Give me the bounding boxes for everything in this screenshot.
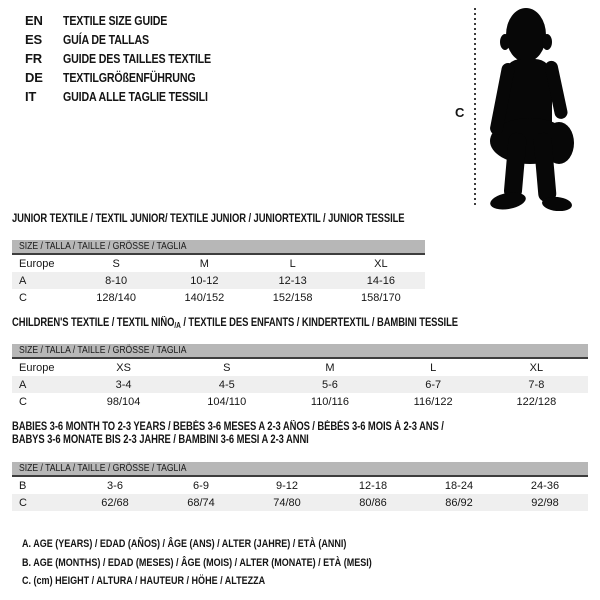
table-cell: XL <box>529 361 544 374</box>
table-cell: XS <box>116 361 131 374</box>
row-label: B <box>19 479 27 492</box>
table-cell: 158/170 <box>360 291 401 304</box>
table-cell: 104/110 <box>207 395 247 408</box>
table-cell: 122/128 <box>516 395 557 408</box>
row-label: C <box>12 494 72 511</box>
table-cell: 140/152 <box>184 291 225 304</box>
note-age-months: B. AGE (MONTHS) / EDAD (MESES) / ÂGE (MOIS) / ALTER (MONATE) / ETÀ (MESI) <box>22 556 372 569</box>
table-title-babies-line1: BABIES 3-6 MONTH TO 2-3 YEARS / BEBÉS 3-6 MESES A 2-3 AÑOS / BÉBÉS 3-6 MOIS À 2-3 ANS / <box>12 421 444 433</box>
lang-row-es <box>25 30 243 49</box>
table-cell: 116/122 <box>413 395 453 408</box>
lang-row-fr <box>25 49 243 68</box>
lang-code: IT <box>25 89 37 104</box>
note-height-cm: C. (cm) HEIGHT / ALTURA / HAUTEUR / HÖHE / ALTEZZA <box>22 575 266 587</box>
table-cell: S <box>223 361 231 374</box>
footnotes <box>22 535 449 591</box>
table-cell: 92/98 <box>502 494 588 511</box>
table-cell: M <box>325 361 335 374</box>
table-cell: S <box>112 257 120 270</box>
row-label: Europe <box>19 257 55 270</box>
table-cell: 6-7 <box>382 376 485 393</box>
height-measure-dotted-line <box>474 8 476 206</box>
size-header-bar: SIZE / TALLA / TAILLE / GRÖSSE / TAGLIA <box>12 462 588 477</box>
babies-size-table <box>12 477 588 511</box>
table-cell: 74/80 <box>244 494 330 511</box>
babies-textile-table <box>12 421 588 511</box>
table-row <box>12 494 588 511</box>
table-cell: 110/116 <box>310 395 350 408</box>
row-label: C <box>19 291 27 304</box>
table-title-babies-line2: BABYS 3-6 MONATE BIS 2-3 JAHRE / BAMBINI 3-6 MESI A 2-3 ANNI <box>12 434 309 446</box>
lang-row-de <box>25 68 243 87</box>
table-title-children: CHILDREN'S TEXTILE / TEXTIL $NIÑO_{/A}$ / TEXTILE DES ENFANTS / KINDERTEXTIL / BAMBINI TESSILE <box>12 317 458 330</box>
lang-row-it <box>25 87 243 106</box>
table-row <box>12 272 425 289</box>
table-cell: 12-18 <box>358 479 388 492</box>
table-row <box>12 289 425 306</box>
table-title-junior: JUNIOR TEXTILE / TEXTIL JUNIOR/ TEXTILE JUNIOR / JUNIORTEXTIL / JUNIOR TESSILE <box>12 213 405 225</box>
table-row <box>12 477 588 494</box>
measure-label-c: C <box>455 105 465 120</box>
table-cell: 24-36 <box>530 479 560 492</box>
table-cell: XL <box>374 257 388 270</box>
lang-row-en <box>25 11 243 30</box>
table-cell: 5-6 <box>278 376 381 393</box>
lang-title: GUÍA DE TALLAS <box>63 32 149 47</box>
row-label: A <box>12 376 72 393</box>
row-label: C <box>19 395 27 408</box>
children-size-table <box>12 359 588 410</box>
toddler-silhouette-icon <box>486 5 582 211</box>
table-cell: L <box>430 361 437 374</box>
lang-code: FR <box>25 51 42 66</box>
table-cell: 10-12 <box>160 272 248 289</box>
table-cell: 128/140 <box>96 291 136 304</box>
table-cell: L <box>289 257 296 270</box>
table-cell: 3-6 <box>107 479 123 492</box>
table-cell: 9-12 <box>275 479 299 492</box>
lang-code: EN <box>25 13 43 28</box>
table-cell: 62/68 <box>72 494 158 511</box>
table-cell: 14-16 <box>337 272 425 289</box>
table-cell: 152/158 <box>272 291 313 304</box>
table-cell: 68/74 <box>158 494 244 511</box>
table-row <box>12 359 588 376</box>
title-subscript: /A <box>174 321 181 330</box>
table-cell: 18-24 <box>444 479 474 492</box>
table-row <box>12 393 588 410</box>
lang-title: TEXTILGRÖßENFÜHRUNG <box>63 70 196 85</box>
table-cell: M <box>199 257 209 270</box>
note-age-years: A. AGE (YEARS) / EDAD (AÑOS) / ÂGE (ANS) / ALTER (JAHRE) / ETÀ (ANNI) <box>22 538 347 550</box>
table-cell: 6-9 <box>193 479 209 492</box>
children-textile-table <box>12 317 588 410</box>
table-cell: 4-5 <box>175 376 278 393</box>
lang-title: GUIDE DES TAILLES TEXTILE <box>63 51 211 66</box>
size-header-bar: SIZE / TALLA / TAILLE / GRÖSSE / TAGLIA <box>12 240 425 255</box>
junior-size-table <box>12 255 425 306</box>
lang-title: TEXTILE SIZE GUIDE <box>63 13 168 28</box>
junior-textile-table <box>12 213 425 306</box>
table-cell: 80/86 <box>330 494 416 511</box>
table-cell: 86/92 <box>416 494 502 511</box>
lang-title: GUIDA ALLE TAGLIE TESSILI <box>63 89 208 104</box>
table-cell: 12-13 <box>249 272 337 289</box>
lang-code: DE <box>25 70 43 85</box>
row-label: A <box>12 272 72 289</box>
table-cell: 98/104 <box>106 395 141 408</box>
table-cell: 3-4 <box>72 376 175 393</box>
table-cell: 7-8 <box>485 376 588 393</box>
lang-code: ES <box>25 32 42 47</box>
language-title-list <box>25 11 243 106</box>
table-row <box>12 255 425 272</box>
table-cell: 8-10 <box>72 272 160 289</box>
size-header-bar: SIZE / TALLA / TAILLE / GRÖSSE / TAGLIA <box>12 344 588 359</box>
table-row <box>12 376 588 393</box>
row-label: Europe <box>19 361 55 374</box>
